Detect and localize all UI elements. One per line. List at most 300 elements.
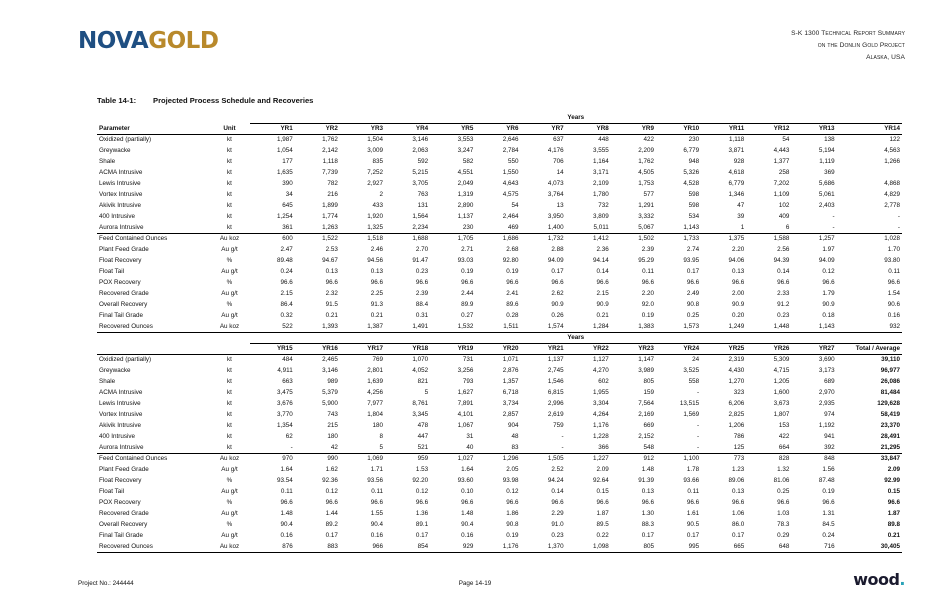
value-cell: 1,205 xyxy=(773,378,790,385)
value-cell: 5,194 xyxy=(818,147,835,154)
value-cell: 550 xyxy=(507,158,519,165)
value-cell: 669 xyxy=(643,422,654,429)
value-cell: 3,009 xyxy=(367,147,384,154)
value-cell: 2.05 xyxy=(506,466,519,473)
value-cell: 96.6 xyxy=(506,499,519,506)
value-cell: 0.19 xyxy=(641,312,654,319)
value-cell: 3,146 xyxy=(412,136,429,144)
value-cell: 1.62 xyxy=(325,466,338,473)
value-cell: 3,764 xyxy=(547,191,564,198)
value-cell: 89.48 xyxy=(276,257,293,264)
value-cell: 1,118 xyxy=(728,136,745,144)
value-cell: 34 xyxy=(285,191,293,198)
value-cell: 216 xyxy=(327,191,338,198)
value-cell: 1,377 xyxy=(773,158,790,165)
param-cell: Plant Feed Grade xyxy=(99,466,149,473)
value-cell: 4,618 xyxy=(728,169,745,176)
value-cell: 793 xyxy=(462,378,474,385)
table-row xyxy=(97,201,902,212)
value-cell: 0.21 xyxy=(370,312,384,319)
value-cell: 0.22 xyxy=(596,532,609,539)
value-cell: 0.28 xyxy=(506,312,519,319)
value-cell: 0.12 xyxy=(415,488,429,495)
unit-cell: Au g/t xyxy=(221,466,238,473)
value-cell: 0.12 xyxy=(822,268,835,275)
value-cell: 1,383 xyxy=(611,322,656,333)
param-cell: Float Tail xyxy=(99,488,125,495)
value-cell: 23,370 xyxy=(880,422,900,429)
value-cell: 33,847 xyxy=(837,454,902,465)
param-header: Parameter xyxy=(97,124,209,135)
value-cell: 6,779 xyxy=(728,180,745,187)
value-cell: 361 xyxy=(282,223,293,231)
report-meta xyxy=(791,28,905,64)
value-cell: 1.86 xyxy=(506,510,519,517)
value-cell: 941 xyxy=(824,433,835,440)
unit-cell: kt xyxy=(227,136,232,144)
value-cell: 0.15 xyxy=(596,488,609,495)
value-cell: 129,628 xyxy=(877,400,900,407)
value-cell: 390 xyxy=(282,180,293,187)
value-cell: 0.23 xyxy=(551,532,564,539)
years-header-row xyxy=(97,113,902,124)
value-cell: 602 xyxy=(598,378,609,385)
unit-cell: kt xyxy=(227,202,232,209)
value-cell: 90.9 xyxy=(732,301,745,308)
param-cell: ACMA Intrusive xyxy=(99,169,143,176)
value-cell: 2,778 xyxy=(884,202,900,209)
value-cell: 970 xyxy=(250,454,295,465)
table-row xyxy=(97,399,902,410)
value-cell: 2,784 xyxy=(502,147,519,154)
value-cell: 83 xyxy=(511,443,519,451)
column-header: YR27 xyxy=(791,344,836,355)
report-title: S-K 1300 Technical Report Summary xyxy=(791,30,905,37)
value-cell: 58,419 xyxy=(880,411,900,418)
param-cell: Overall Recovery xyxy=(99,521,148,528)
value-cell: 30,405 xyxy=(837,542,902,553)
value-cell: 21,295 xyxy=(880,443,900,451)
value-cell: 125 xyxy=(733,443,745,451)
value-cell: 1,270 xyxy=(728,378,745,385)
value-cell: 0.10 xyxy=(461,488,474,495)
unit-cell: kt xyxy=(227,389,232,396)
column-header: YR19 xyxy=(430,344,475,355)
column-header: YR11 xyxy=(701,124,746,135)
years-header-row xyxy=(97,333,902,344)
value-cell: 1.87 xyxy=(887,510,900,517)
value-cell: 3,770 xyxy=(276,411,293,418)
value-cell: 96.6 xyxy=(461,499,474,506)
value-cell: 558 xyxy=(688,378,700,385)
value-cell: 1.64 xyxy=(461,466,474,473)
value-cell: 1.70 xyxy=(887,246,900,253)
value-cell: 96.6 xyxy=(641,499,654,506)
unit-cell: kt xyxy=(227,378,232,385)
value-cell: 1,511 xyxy=(475,322,520,333)
value-cell: 90.8 xyxy=(506,521,519,528)
value-cell: 1,127 xyxy=(593,356,609,364)
value-cell: 96.6 xyxy=(777,499,790,506)
value-cell: 663 xyxy=(282,378,293,385)
column-header: YR12 xyxy=(746,124,791,135)
value-cell: 1,346 xyxy=(728,191,745,198)
value-cell: - xyxy=(697,422,700,429)
value-cell: 96,977 xyxy=(880,367,900,374)
value-cell: 0.17 xyxy=(686,532,700,539)
table-row xyxy=(97,355,902,366)
value-cell: 90.4 xyxy=(461,521,474,528)
report-subtitle: on the Donlin Gold Project xyxy=(817,42,905,49)
param-cell: Lewis Intrusive xyxy=(99,180,141,187)
value-cell: 1,635 xyxy=(276,169,293,176)
value-cell: 2.74 xyxy=(686,246,700,253)
column-header: YR18 xyxy=(385,344,430,355)
column-header: YR23 xyxy=(611,344,656,355)
value-cell: 4,270 xyxy=(593,367,609,374)
value-cell: 1,069 xyxy=(340,454,385,465)
value-cell: 1,319 xyxy=(457,191,474,198)
value-cell: 478 xyxy=(417,422,429,429)
value-cell: 1,357 xyxy=(502,378,519,385)
value-cell: 1,400 xyxy=(547,223,564,231)
value-cell: 1.44 xyxy=(325,510,338,517)
value-cell: 7,252 xyxy=(367,169,384,176)
param-cell: Overall Recovery xyxy=(99,301,148,308)
value-cell: 86.4 xyxy=(280,301,293,308)
value-cell: 96.6 xyxy=(686,499,700,506)
value-cell: 7,891 xyxy=(457,400,474,407)
value-cell: 1.31 xyxy=(822,510,835,517)
value-cell: 0.11 xyxy=(642,268,654,275)
value-cell: 534 xyxy=(688,213,700,220)
value-cell: 131 xyxy=(417,202,429,209)
unit-cell: Au g/t xyxy=(221,268,238,275)
value-cell: 1.32 xyxy=(777,466,790,473)
value-cell: 4,256 xyxy=(367,389,384,396)
value-cell: 0.29 xyxy=(777,532,790,539)
value-cell: 0.19 xyxy=(506,268,519,275)
value-cell: 258 xyxy=(778,169,790,176)
unit-cell: kt xyxy=(227,213,232,220)
param-cell: Recovered Ounces xyxy=(97,542,209,553)
value-cell: 89.9 xyxy=(461,301,474,308)
value-cell: 1,176 xyxy=(593,422,609,429)
unit-cell: % xyxy=(226,257,233,264)
value-cell: 1,137 xyxy=(547,356,564,364)
param-cell: Final Tail Grade xyxy=(99,312,143,319)
value-cell: 1,375 xyxy=(701,234,746,245)
unit-cell: Au g/t xyxy=(221,510,238,517)
unit-cell: Au g/t xyxy=(221,312,238,319)
value-cell: 31 xyxy=(466,433,474,440)
value-cell: 1,600 xyxy=(773,389,790,396)
value-cell: 4,073 xyxy=(547,180,564,187)
value-cell: 1,639 xyxy=(367,378,384,385)
blank-cell xyxy=(209,333,249,344)
value-cell: 2.15 xyxy=(596,290,609,297)
unit-cell: kt xyxy=(227,422,232,429)
value-cell: 5 xyxy=(379,443,384,451)
value-cell: 1,807 xyxy=(773,411,790,418)
unit-header xyxy=(209,344,249,355)
value-cell: 763 xyxy=(417,191,429,198)
value-cell: 2.20 xyxy=(641,290,654,297)
value-cell: 2,464 xyxy=(502,213,519,220)
value-cell: 1,070 xyxy=(412,356,429,364)
value-cell: 1,192 xyxy=(818,422,835,429)
value-cell: 0.12 xyxy=(506,488,519,495)
value-cell: 2.68 xyxy=(506,246,519,253)
value-cell: 4,551 xyxy=(457,169,474,176)
value-cell: 93.56 xyxy=(367,477,384,484)
value-cell: - xyxy=(290,443,293,451)
value-cell: 1,028 xyxy=(837,234,902,245)
value-cell: 1,780 xyxy=(593,191,609,198)
value-cell: 5,309 xyxy=(773,356,790,364)
value-cell: 0.19 xyxy=(506,532,519,539)
value-cell: 94.39 xyxy=(773,257,790,264)
value-cell: 92.36 xyxy=(322,477,338,484)
value-cell: 0.13 xyxy=(370,268,384,275)
value-cell: 2,063 xyxy=(412,147,429,154)
value-cell: 0.15 xyxy=(887,488,900,495)
value-cell: 1,920 xyxy=(367,213,384,220)
value-cell: 95.29 xyxy=(638,257,654,264)
value-cell: 392 xyxy=(824,443,835,451)
value-cell: 89.1 xyxy=(415,521,429,528)
value-cell: 2.53 xyxy=(325,246,338,253)
value-cell: 4,052 xyxy=(412,367,429,374)
unit-cell: kt xyxy=(227,147,232,154)
value-cell: 1.97 xyxy=(822,246,835,253)
value-cell: 91.39 xyxy=(638,477,654,484)
column-header: YR17 xyxy=(340,344,385,355)
value-cell: 3,705 xyxy=(412,180,429,187)
value-cell: 3,690 xyxy=(818,356,835,364)
column-header: YR13 xyxy=(791,124,836,135)
years-label: Years xyxy=(250,113,902,124)
value-cell: 0.13 xyxy=(325,268,338,275)
column-header-row xyxy=(97,344,902,355)
value-cell: 96.6 xyxy=(822,499,835,506)
value-cell: 1,762 xyxy=(322,136,338,144)
value-cell: 94.67 xyxy=(322,257,338,264)
value-cell: 1,354 xyxy=(276,422,293,429)
value-cell: 6,815 xyxy=(547,389,564,396)
unit-cell: kt xyxy=(227,191,232,198)
value-cell: 1.61 xyxy=(686,510,700,517)
value-cell: 1,266 xyxy=(884,158,900,165)
value-cell: 2.49 xyxy=(686,290,700,297)
value-cell: 645 xyxy=(282,202,293,209)
value-cell: 96.6 xyxy=(325,499,338,506)
value-cell: 0.18 xyxy=(822,312,835,319)
value-cell: 2,109 xyxy=(593,180,609,187)
value-cell: 5,061 xyxy=(818,191,835,198)
value-cell: 2,876 xyxy=(502,367,519,374)
param-cell: Feed Contained Ounces xyxy=(97,454,209,465)
value-cell: 2,825 xyxy=(728,411,745,418)
value-cell: 2,209 xyxy=(638,147,654,154)
value-cell: 1,899 xyxy=(322,202,338,209)
value-cell: 90.5 xyxy=(686,521,700,528)
column-header: YR4 xyxy=(385,124,430,135)
unit-cell: Au g/t xyxy=(221,246,238,253)
unit-cell: Au g/t xyxy=(221,290,238,297)
value-cell: 369 xyxy=(824,169,835,176)
value-cell: 1,588 xyxy=(746,234,791,245)
param-cell: Vortex Intrusive xyxy=(99,411,143,418)
value-cell: 1.36 xyxy=(415,510,429,517)
value-cell: - xyxy=(897,213,900,220)
value-cell: 138 xyxy=(824,136,835,144)
value-cell: 0.19 xyxy=(461,268,474,275)
column-header: YR10 xyxy=(656,124,701,135)
value-cell: 90.9 xyxy=(822,301,835,308)
value-cell: 2.32 xyxy=(325,290,338,297)
table-row xyxy=(97,289,902,300)
value-cell: 96.6 xyxy=(887,279,900,286)
table-row xyxy=(97,234,902,245)
column-header: YR24 xyxy=(656,344,701,355)
value-cell: 2.25 xyxy=(370,290,384,297)
value-cell: 323 xyxy=(733,389,745,396)
param-cell: Shale xyxy=(99,378,116,385)
value-cell: 96.6 xyxy=(506,279,519,286)
value-cell: 1.30 xyxy=(641,510,654,517)
value-cell: 1,054 xyxy=(276,147,293,154)
value-cell: 2,970 xyxy=(818,389,835,396)
value-cell: 1,550 xyxy=(502,169,519,176)
value-cell: 6,718 xyxy=(502,389,519,396)
value-cell: 0.16 xyxy=(887,312,900,319)
value-cell: 1,774 xyxy=(322,213,338,220)
value-cell: 88.4 xyxy=(415,301,429,308)
unit-cell: Au g/t xyxy=(221,488,238,495)
value-cell: 731 xyxy=(462,356,474,364)
value-cell: 1,147 xyxy=(638,356,654,364)
value-cell: 2,619 xyxy=(547,411,564,418)
value-cell: 637 xyxy=(553,136,564,144)
value-cell: 89.5 xyxy=(596,521,609,528)
value-cell: 577 xyxy=(643,191,654,198)
value-cell: 92.20 xyxy=(412,477,429,484)
table-row xyxy=(97,300,902,311)
unit-cell: kt xyxy=(227,180,232,187)
value-cell: 90.9 xyxy=(551,301,564,308)
table-row xyxy=(97,135,902,146)
table-caption xyxy=(97,96,313,105)
value-cell: 4,643 xyxy=(502,180,519,187)
value-cell: 96.6 xyxy=(461,279,474,286)
value-cell: 3,676 xyxy=(276,400,293,407)
value-cell: 1,164 xyxy=(593,158,609,165)
value-cell: 7,977 xyxy=(367,400,384,407)
value-cell: 743 xyxy=(327,411,338,418)
value-cell: 86.0 xyxy=(732,521,745,528)
value-cell: 786 xyxy=(733,433,745,440)
value-cell: 1,393 xyxy=(295,322,340,333)
value-cell: 1.03 xyxy=(777,510,790,517)
value-cell: 0.25 xyxy=(777,488,790,495)
value-cell: 0.27 xyxy=(461,312,474,319)
param-cell: Akivik Intrusive xyxy=(99,202,141,209)
novagold-logo: NOVAGOLD xyxy=(78,28,219,54)
unit-cell: % xyxy=(226,499,233,506)
column-header-row xyxy=(97,124,902,135)
unit-cell: kt xyxy=(227,367,232,374)
value-cell: 1,387 xyxy=(340,322,385,333)
value-cell: 989 xyxy=(327,378,338,385)
value-cell: 13 xyxy=(556,202,564,209)
value-cell: 230 xyxy=(462,223,474,231)
value-cell: 3,332 xyxy=(638,213,654,220)
table-row xyxy=(97,443,902,454)
value-cell: 1,325 xyxy=(367,223,384,231)
value-cell: 24 xyxy=(692,356,700,364)
value-cell: 4,563 xyxy=(884,147,900,154)
value-cell: 805 xyxy=(611,542,656,553)
value-cell: 2,142 xyxy=(322,147,338,154)
value-cell: 1,284 xyxy=(566,322,611,333)
value-cell: 1,143 xyxy=(683,223,700,231)
param-cell: Recovered Grade xyxy=(99,510,149,517)
value-cell: 3,673 xyxy=(773,400,790,407)
column-header: YR8 xyxy=(566,124,611,135)
value-cell: 54 xyxy=(511,202,519,209)
value-cell: 92.0 xyxy=(641,301,654,308)
value-cell: 96.6 xyxy=(551,279,564,286)
value-cell: 4,443 xyxy=(773,147,790,154)
param-cell: Akivik Intrusive xyxy=(99,422,141,429)
value-cell: 582 xyxy=(462,158,474,165)
param-cell: Greywacke xyxy=(99,147,131,154)
value-cell: 1,227 xyxy=(566,454,611,465)
blank-cell xyxy=(97,333,209,344)
table-number: Table 14-1: xyxy=(97,96,137,105)
table-row xyxy=(97,487,902,498)
value-cell: 4,430 xyxy=(728,367,745,374)
unit-cell: Au g/t xyxy=(221,532,238,539)
value-cell: 0.20 xyxy=(732,312,745,319)
value-cell: 28,491 xyxy=(880,433,900,440)
value-cell: 81,484 xyxy=(880,389,900,396)
param-cell: 400 Intrusive xyxy=(99,213,136,220)
unit-cell: Au koz xyxy=(209,454,249,465)
value-cell: 93.98 xyxy=(502,477,519,484)
value-cell: 3,475 xyxy=(276,389,293,396)
value-cell: 4,101 xyxy=(457,411,474,418)
table-row xyxy=(97,531,902,542)
value-cell: 89.8 xyxy=(887,521,900,528)
value-cell: 3,553 xyxy=(457,136,474,144)
table-row xyxy=(97,421,902,432)
value-cell: 773 xyxy=(701,454,746,465)
value-cell: 782 xyxy=(327,180,338,187)
value-cell: 1,733 xyxy=(656,234,701,245)
value-cell: 2.20 xyxy=(732,246,745,253)
value-cell: 1,573 xyxy=(656,322,701,333)
table-row xyxy=(97,223,902,234)
value-cell: 4,505 xyxy=(638,169,654,176)
value-cell: 2,152 xyxy=(638,433,654,440)
value-cell: 3,555 xyxy=(593,147,609,154)
unit-cell: % xyxy=(226,301,233,308)
value-cell: 3,950 xyxy=(547,213,564,220)
value-cell: 6,206 xyxy=(728,400,745,407)
value-cell: 1,491 xyxy=(385,322,430,333)
